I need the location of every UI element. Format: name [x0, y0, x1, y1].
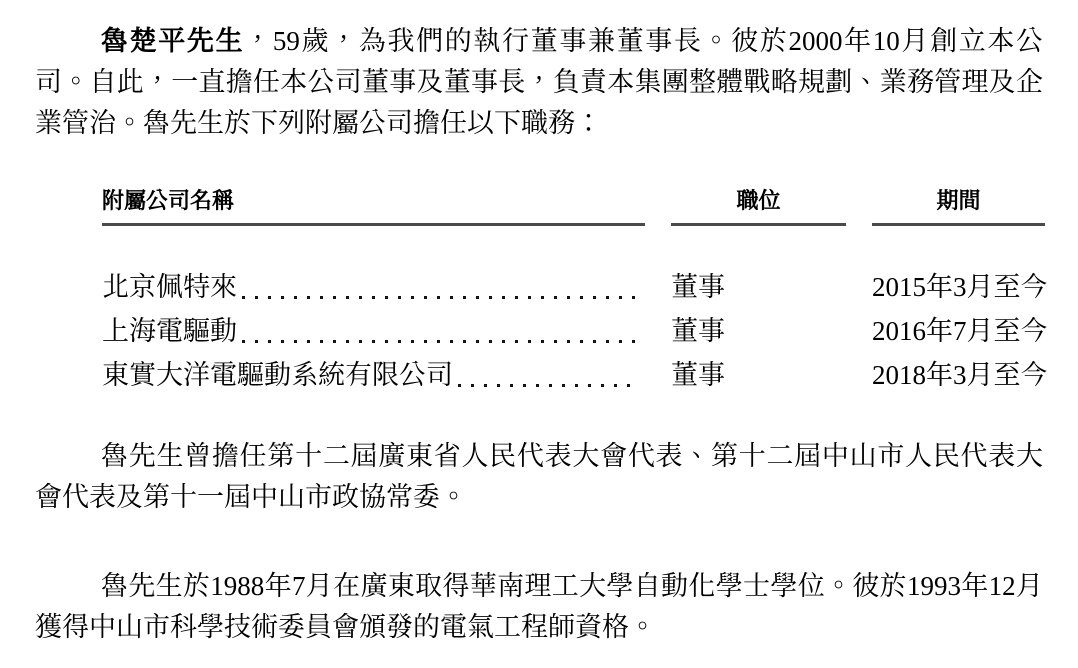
subsidiaries-table — [102, 144, 1048, 397]
position-cell: 董事 — [671, 272, 725, 302]
director-bio-paragraph — [35, 21, 1043, 144]
period-cell: 2018年3月至今 — [872, 360, 1048, 390]
company-name: 上海電驅動 — [102, 316, 237, 346]
dot-leader — [242, 296, 639, 299]
table-row — [102, 265, 1048, 309]
table-body — [102, 265, 1048, 397]
table-header-row — [102, 144, 1045, 226]
company-name: 北京佩特來 — [102, 272, 237, 302]
position-cell: 董事 — [671, 316, 725, 346]
period-cell: 2016年7月至今 — [872, 316, 1048, 346]
table-row — [102, 309, 1048, 353]
director-bio-text: ，59歲，為我們的執行董事兼董事長。彼於2000年10月創立本公司。自此，一直擔任本公司董事及董事長，負責本集團整體戰略規劃、業務管理及企業管治。魯先生於下列附屬公司擔任以下職務： — [35, 26, 1044, 138]
director-name: 魯楚平先生 — [101, 26, 245, 56]
period-cell: 2015年3月至今 — [872, 272, 1048, 302]
position-cell: 董事 — [671, 360, 725, 390]
table-header-period: 期間 — [872, 144, 1045, 226]
company-cell — [102, 353, 645, 397]
table-row — [102, 353, 1048, 397]
table-header-company: 附屬公司名稱 — [102, 144, 645, 226]
company-cell — [102, 309, 645, 353]
public-service-paragraph: 魯先生曾擔任第十二屆廣東省人民代表大會代表、第十二屆中山市人民代表大會代表及第十一屆中山市政協常委。 — [35, 441, 1043, 512]
education-paragraph: 魯先生於1988年7月在廣東取得華南理工大學自動化學士學位。彼於1993年12月獲得中山市科學技術委員會頒發的電氣工程師資格。 — [35, 571, 1043, 642]
company-name: 東實大洋電驅動系統有限公司 — [102, 360, 453, 390]
dot-leader — [242, 340, 639, 343]
table-header-position: 職位 — [671, 144, 846, 226]
dot-leader — [458, 384, 639, 387]
company-cell — [102, 265, 645, 309]
